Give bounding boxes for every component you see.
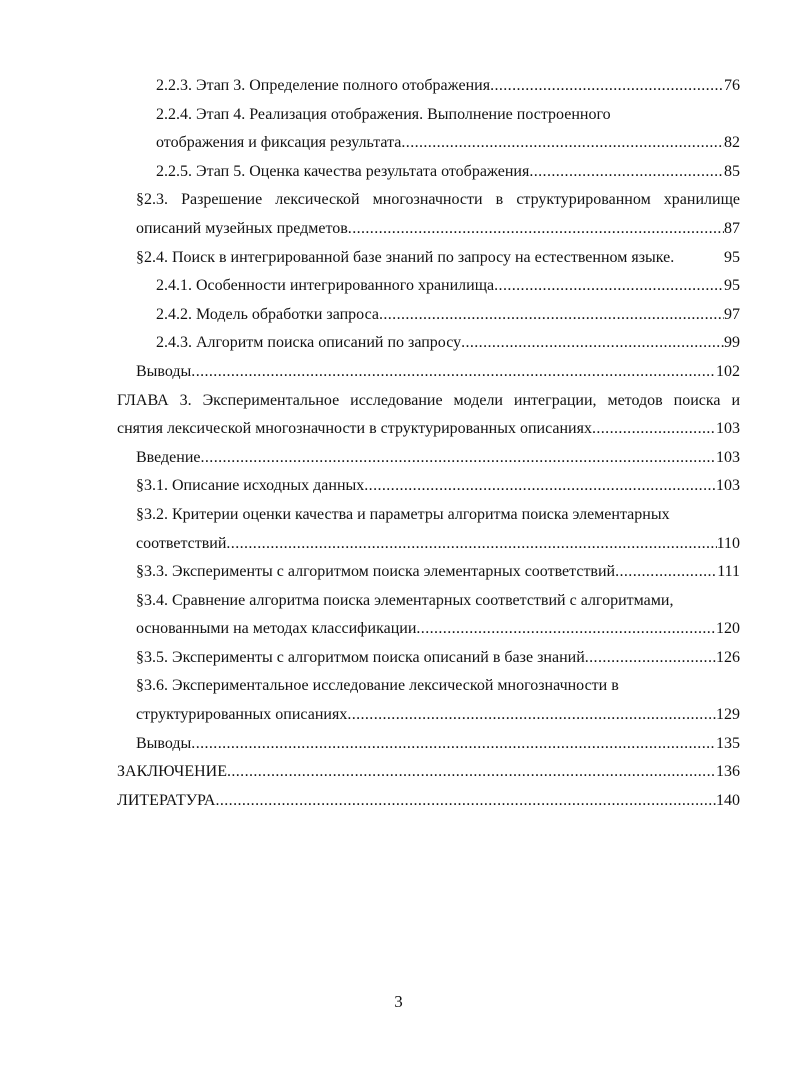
toc-entry-title: §3.1. Описание исходных данных <box>136 477 365 495</box>
toc-line <box>136 530 740 559</box>
toc-line <box>136 444 740 473</box>
toc-line <box>136 215 740 244</box>
toc-entry-page: 85 <box>724 162 740 180</box>
toc-entry <box>0 501 797 530</box>
toc-leader-dots <box>615 558 717 587</box>
toc-entry-title: ЗАКЛЮЧЕНИЕ <box>117 763 227 781</box>
toc-leader-dots <box>461 329 724 358</box>
toc-entry <box>0 72 797 101</box>
toc-entry <box>0 558 797 587</box>
toc-entry <box>0 444 797 473</box>
toc-entry-title: §2.4. Поиск в интегрированной базе знаний по запросу на естественном языке. <box>136 248 675 266</box>
toc-entry-title-line1: ГЛАВА 3. Экспериментальное исследование модели интеграции, методов поиска и <box>117 391 740 409</box>
page-number: 3 <box>394 992 403 1011</box>
toc-line <box>136 501 670 530</box>
toc-entry-page: 95 <box>724 277 740 295</box>
toc-entry <box>0 672 797 701</box>
toc-entry-title: Выводы <box>136 362 192 380</box>
toc-entry <box>0 329 797 358</box>
toc-leader-dots <box>416 615 716 644</box>
toc-entry <box>0 787 797 816</box>
toc-line <box>117 415 740 444</box>
toc-line <box>136 672 619 701</box>
toc-leader-dots <box>490 72 724 101</box>
toc-leader-dots <box>348 215 724 244</box>
toc-leader-dots <box>226 530 716 559</box>
toc-entry-continuation <box>0 615 797 644</box>
toc-entry-page: 87 <box>724 219 740 237</box>
toc-entry <box>0 158 797 187</box>
toc-line <box>136 701 740 730</box>
toc-line <box>156 72 740 101</box>
toc-entry-title-line1: §2.3. Разрешение лексической многозначности в структурированном хранилище <box>136 191 740 209</box>
toc-entry <box>0 730 797 759</box>
toc-entry-page: 102 <box>716 362 740 380</box>
toc-entry <box>0 472 797 501</box>
toc-entry-title: Выводы <box>136 734 192 752</box>
toc-entry-page: 97 <box>724 305 740 323</box>
toc-entry-page: 140 <box>716 791 740 809</box>
toc-entry-page: 129 <box>716 706 740 724</box>
toc-entry-page: 76 <box>724 77 740 94</box>
toc-line <box>156 329 740 358</box>
toc-entry-page: 120 <box>716 620 740 638</box>
toc-leader-dots <box>364 472 716 501</box>
toc-entry-title-line1: §3.6. Экспериментальное исследование лексической многозначности в <box>136 677 619 695</box>
toc-entry-title-line2: соответствий <box>136 534 227 552</box>
toc-entry <box>0 244 797 273</box>
toc-leader-dots <box>585 644 716 673</box>
toc-entry-page: 103 <box>716 448 740 466</box>
toc-line <box>136 615 740 644</box>
toc-line <box>156 129 740 158</box>
toc-entry <box>0 101 797 130</box>
toc-leader-dots <box>401 129 724 158</box>
toc-entry-page: 111 <box>717 563 740 581</box>
toc-line <box>136 358 740 387</box>
toc-entry-page: 126 <box>716 648 740 666</box>
toc-line <box>136 644 740 673</box>
toc-line <box>156 272 740 301</box>
toc-entry-title-line2: описаний музейных предметов <box>136 219 348 237</box>
toc-entry-continuation <box>0 701 797 730</box>
toc-entry-title-line2: структурированных описаниях <box>136 706 348 724</box>
toc-line <box>117 758 740 787</box>
toc-leader-dots <box>227 758 716 787</box>
toc-line <box>136 730 740 759</box>
toc-entry <box>0 587 797 616</box>
toc-leader-dots <box>379 301 724 330</box>
toc-entry-title: §3.3. Эксперименты с алгоритмом поиска элементарных соответствий <box>136 563 616 581</box>
toc-entry-title: 2.4.2. Модель обработки запроса <box>156 305 379 323</box>
toc-entry-title-line2: основанными на методах классификации <box>136 620 417 638</box>
toc-entry-page: 95 <box>724 248 740 266</box>
toc-entry-page: 103 <box>716 477 740 495</box>
toc-entry <box>0 387 797 416</box>
toc-line <box>136 558 740 587</box>
toc-line <box>156 101 611 130</box>
toc-entry-title: 2.2.5. Этап 5. Оценка качества результата отображения <box>156 162 530 180</box>
toc-entry-title: §3.5. Эксперименты с алгоритмом поиска описаний в базе знаний <box>136 648 585 666</box>
toc-entry-title-line1: §3.4. Сравнение алгоритма поиска элементарных соответствий с алгоритмами, <box>136 591 674 609</box>
table-of-contents <box>0 72 797 815</box>
toc-line <box>156 301 740 330</box>
toc-line <box>156 158 740 187</box>
toc-entry <box>0 272 797 301</box>
toc-leader-dots <box>191 730 716 759</box>
toc-entry-page: 99 <box>724 334 740 352</box>
toc-entry-title: 2.4.1. Особенности интегрированного хранилища <box>156 277 495 295</box>
toc-leader-dots <box>347 701 716 730</box>
toc-line <box>117 787 740 816</box>
toc-entry-continuation <box>0 415 797 444</box>
toc-leader-dots <box>529 158 724 187</box>
toc-leader-dots <box>215 787 716 816</box>
toc-entry-title-line1: 2.2.4. Этап 4. Реализация отображения. Выполнение построенного <box>156 105 611 123</box>
toc-entry <box>0 301 797 330</box>
toc-entry-title: ЛИТЕРАТУРА <box>117 791 216 809</box>
toc-entry-title-line1: §3.2. Критерии оценки качества и параметры алгоритма поиска элементарных <box>136 505 670 523</box>
toc-entry-title-line2: снятия лексической многозначности в структурированных описаниях <box>117 420 592 438</box>
toc-leader-dots <box>201 444 717 473</box>
toc-entry-page: 82 <box>724 134 740 152</box>
toc-entry-continuation <box>0 129 797 158</box>
toc-leader-dots <box>494 272 724 301</box>
toc-entry <box>0 644 797 673</box>
toc-entry <box>0 186 797 215</box>
toc-entry-page: 103 <box>716 420 740 438</box>
toc-entry-title: 2.2.3. Этап 3. Определение полного отображения <box>156 77 491 94</box>
toc-entry <box>0 758 797 787</box>
toc-entry-continuation <box>0 530 797 559</box>
toc-leader-dots <box>592 415 716 444</box>
toc-entry-page: 110 <box>716 534 740 552</box>
toc-line <box>136 587 673 616</box>
toc-entry-title: Введение <box>136 448 201 466</box>
toc-entry-title: 2.4.3. Алгоритм поиска описаний по запросу <box>156 334 462 352</box>
toc-entry-page: 136 <box>716 763 740 781</box>
toc-entry-page: 135 <box>716 734 740 752</box>
toc-line <box>136 244 740 273</box>
toc-entry <box>0 358 797 387</box>
toc-entry-title-line2: отображения и фиксация результата <box>156 134 402 152</box>
toc-entry-continuation <box>0 215 797 244</box>
toc-leader-dots <box>191 358 716 387</box>
toc-line <box>136 472 740 501</box>
